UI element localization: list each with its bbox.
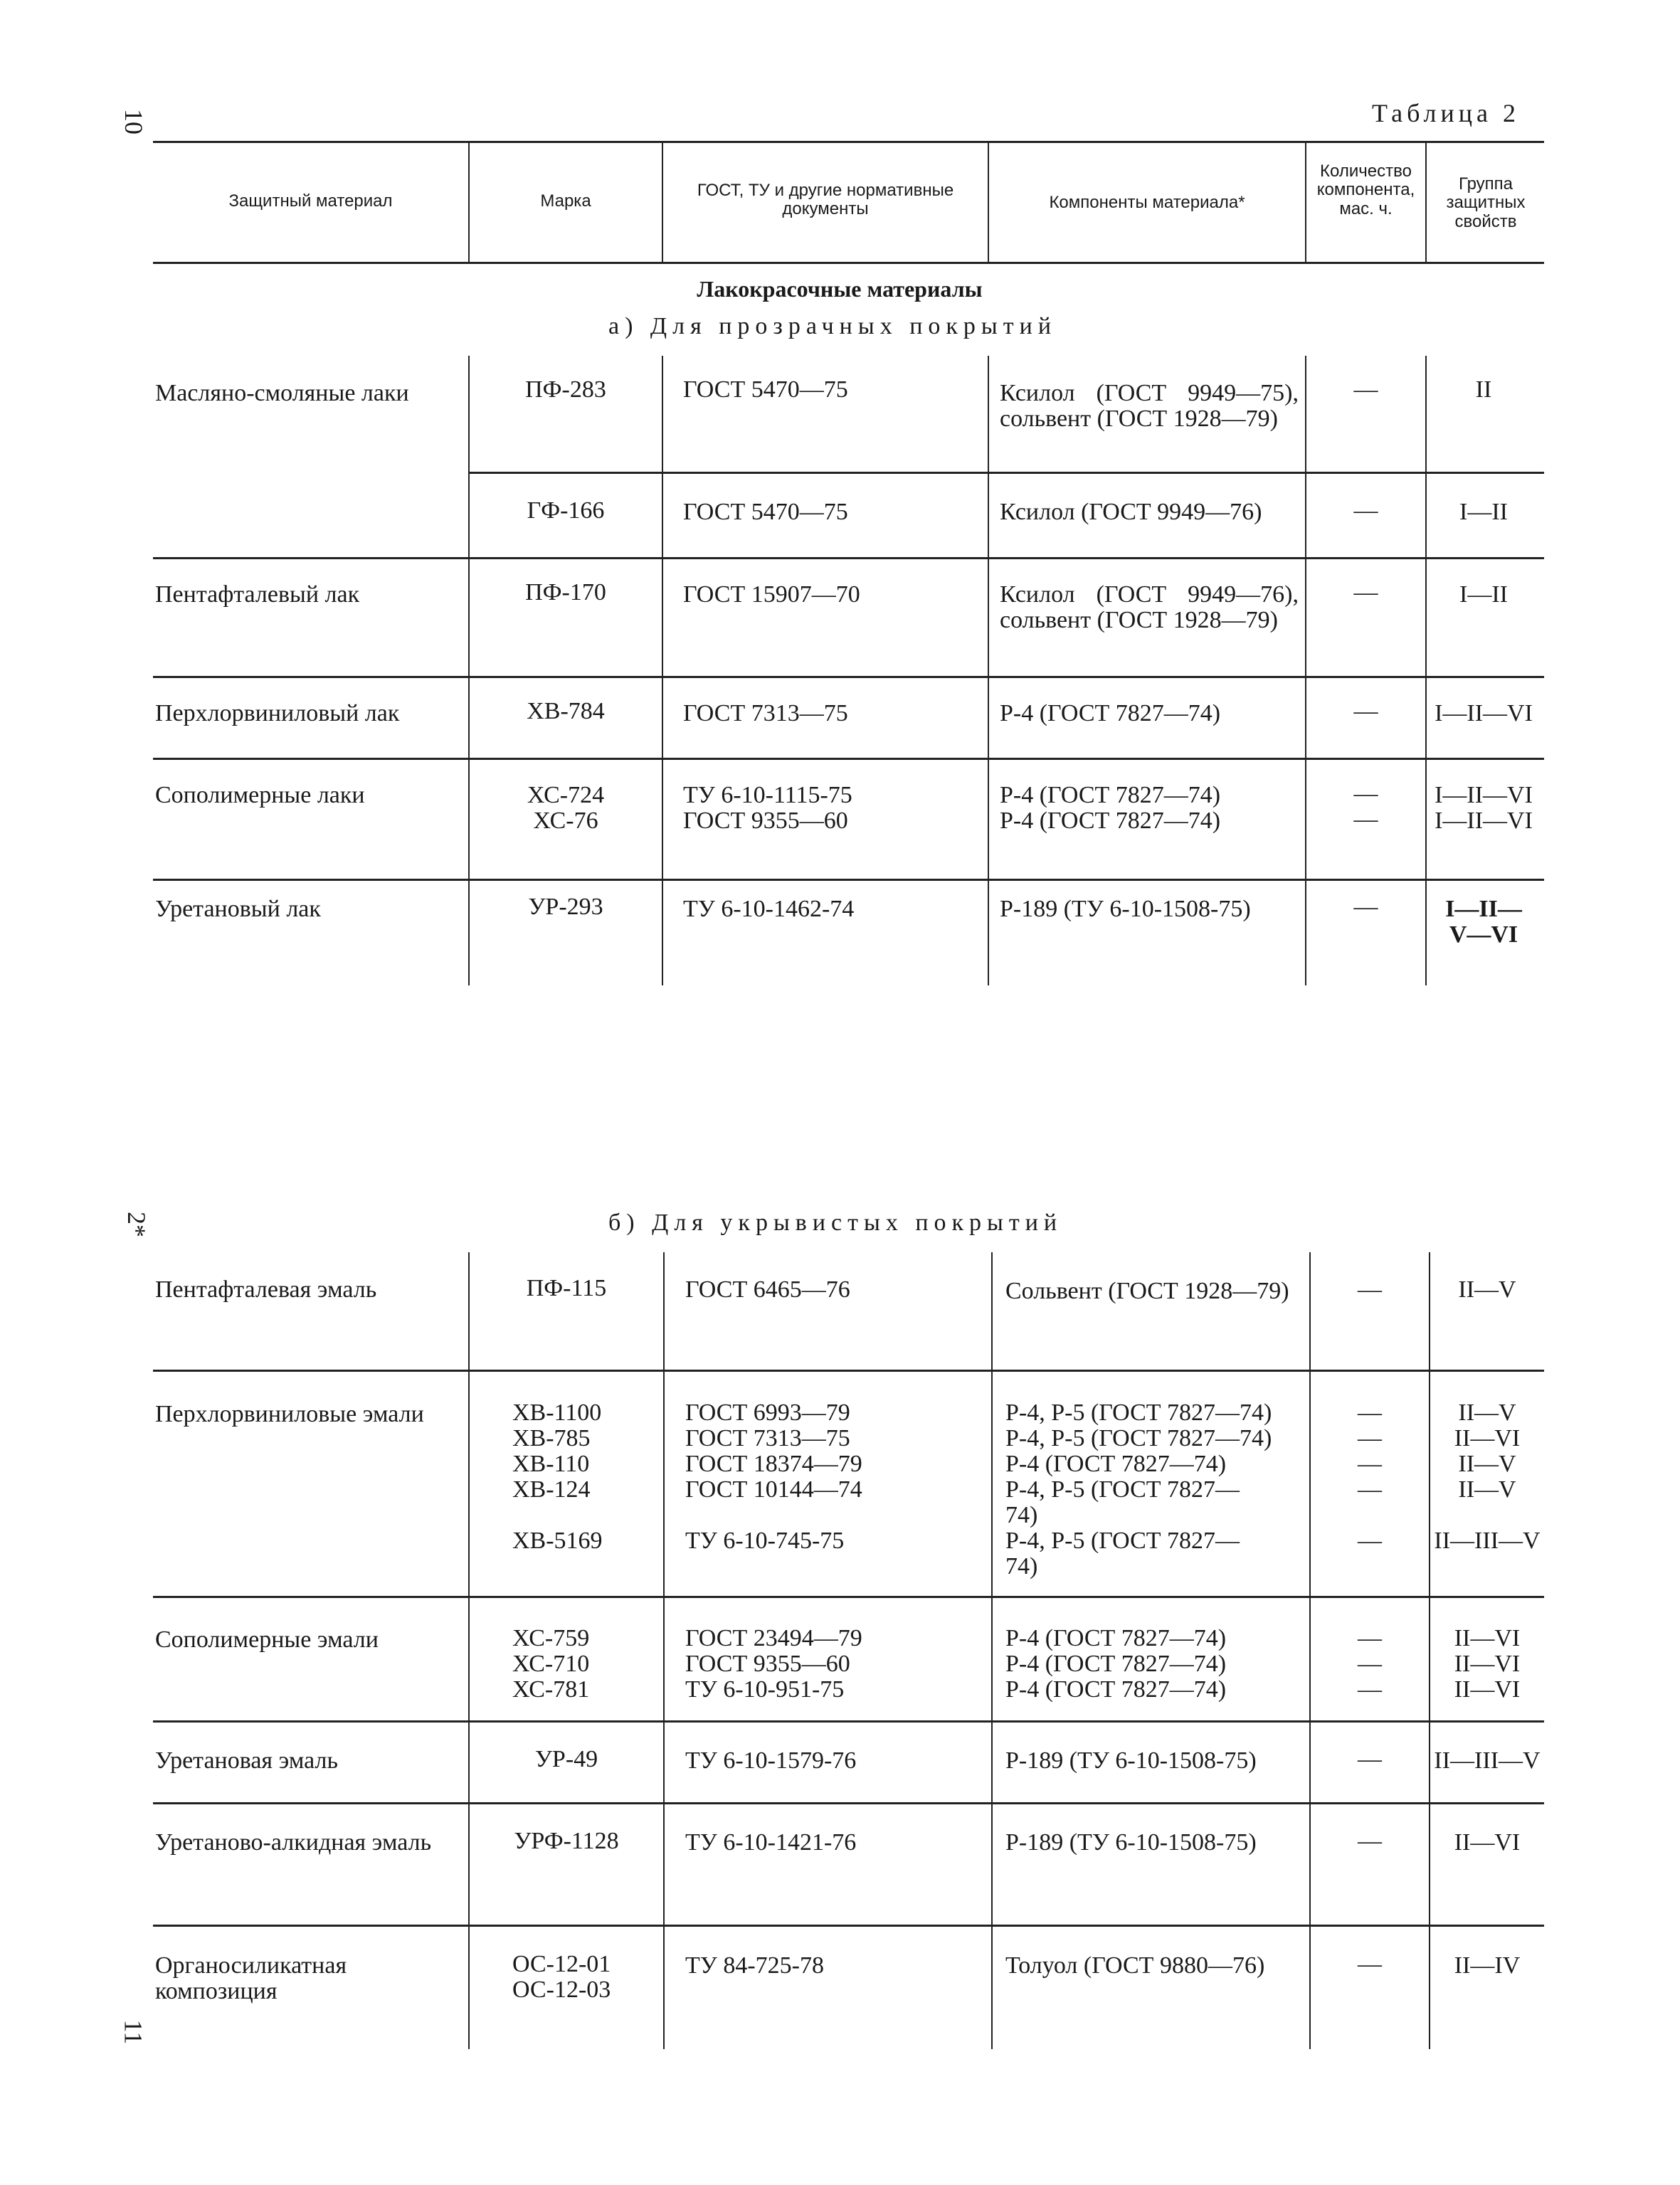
- page-number-bottom: 11: [119, 2019, 148, 2045]
- cell-gost: ГОСТ 15907—70: [683, 581, 860, 608]
- cell-components: Ксилол (ГОСТ 9949—75), сольвент (ГОСТ 1928—79): [1000, 380, 1299, 432]
- cell-group: I—II—VI I—II—VI: [1435, 782, 1533, 834]
- cell-qty: —: [1353, 376, 1378, 403]
- page-number-mid: 2*: [122, 1212, 151, 1237]
- cell-mark: ПФ-115: [526, 1275, 607, 1301]
- cell-qty: —: [1353, 579, 1378, 605]
- cell-components: Сольвент (ГОСТ 1928—79): [1005, 1278, 1289, 1304]
- cell-material: Уретаново-алкидная эмаль: [155, 1829, 432, 1856]
- cell-qty: — —: [1353, 781, 1378, 832]
- cell-group: II—V: [1458, 1276, 1516, 1303]
- header-divider: [662, 142, 663, 262]
- header-gost: ГОСТ, ТУ и другие нормативные документы: [697, 181, 954, 219]
- row-rule: [153, 1802, 1544, 1804]
- header-mark: Марка: [540, 191, 591, 211]
- cell-material: Сополимерные эмали: [155, 1626, 379, 1653]
- col-divider: [1425, 356, 1427, 985]
- cell-components: Р-189 (ТУ 6-10-1508-75): [1005, 1829, 1257, 1856]
- cell-group: II—III—V: [1434, 1747, 1541, 1774]
- cell-mark: ХС-759 ХС-710 ХС-781: [512, 1625, 590, 1703]
- table-label: Таблица 2: [1372, 99, 1520, 127]
- header-bottom-rule: [153, 262, 1544, 264]
- row-rule: [153, 1596, 1544, 1598]
- cell-group: II—VI II—VI II—VI: [1454, 1625, 1521, 1703]
- cell-group: I—II—VI: [1435, 700, 1533, 726]
- cell-components: Р-189 (ТУ 6-10-1508-75): [1005, 1747, 1257, 1774]
- cell-qty: —: [1358, 1828, 1382, 1854]
- cell-group: II: [1475, 376, 1492, 403]
- cell-material: Пентафталевая эмаль: [155, 1276, 377, 1303]
- col-divider: [663, 1252, 665, 2049]
- cell-components: Р-4 (ГОСТ 7827—74) Р-4 (ГОСТ 7827—74): [1000, 782, 1221, 834]
- cell-group: I—II: [1459, 581, 1508, 608]
- row-rule: [153, 557, 1544, 559]
- cell-components: Ксилол (ГОСТ 9949—76), сольвент (ГОСТ 1928—79): [1000, 581, 1299, 633]
- header-material: Защитный материал: [228, 191, 393, 211]
- cell-group: I—II— V—VI: [1445, 896, 1522, 948]
- cell-gost: ТУ 6-10-1115-75 ГОСТ 9355—60: [683, 782, 852, 834]
- cell-group: II—VI: [1454, 1829, 1521, 1856]
- cell-qty: — — —: [1358, 1625, 1382, 1703]
- cell-mark: УР-49: [534, 1746, 598, 1772]
- cell-qty: —: [1358, 1276, 1382, 1303]
- col-divider: [468, 356, 470, 985]
- header-group: Группа защитных свойств: [1446, 174, 1526, 231]
- cell-gost: ГОСТ 6993—79 ГОСТ 7313—75 ГОСТ 18374—79 ГОСТ 10144—74 ТУ 6-10-745-75: [685, 1400, 862, 1554]
- cell-qty: — — — — —: [1358, 1400, 1382, 1554]
- cell-qty: —: [1353, 894, 1378, 920]
- cell-mark: ХС-724 ХС-76: [527, 782, 605, 834]
- col-divider: [468, 1252, 470, 2049]
- cell-mark: ХВ-1100 ХВ-785 ХВ-110 ХВ-124 ХВ-5169: [512, 1400, 603, 1554]
- row-rule: [470, 472, 1544, 474]
- cell-material: Перхлорвиниловый лак: [155, 700, 400, 726]
- cell-gost: ТУ 6-10-1462-74: [683, 896, 855, 922]
- cell-components: Ксилол (ГОСТ 9949—76): [1000, 499, 1262, 525]
- cell-material: Органосиликатная композиция: [155, 1952, 347, 2004]
- cell-components: Р-4, Р-5 (ГОСТ 7827—74) Р-4, Р-5 (ГОСТ 7827—74) Р-4 (ГОСТ 7827—74) Р-4, Р-5 (ГОСТ 7827— 74) Р-4, Р-5 (ГОСТ 7827— 74): [1005, 1400, 1272, 1580]
- row-rule: [153, 1925, 1544, 1927]
- cell-qty: —: [1358, 1746, 1382, 1772]
- cell-mark: ХВ-784: [527, 698, 605, 724]
- cell-group: I—II: [1459, 499, 1508, 525]
- cell-gost: ГОСТ 23494—79 ГОСТ 9355—60 ТУ 6-10-951-75: [685, 1625, 862, 1703]
- header-components: Компоненты материала*: [1049, 193, 1245, 212]
- cell-gost: ТУ 6-10-1421-76: [685, 1829, 857, 1856]
- cell-gost: ТУ 6-10-1579-76: [685, 1747, 857, 1774]
- cell-mark: ПФ-283: [525, 376, 606, 403]
- cell-gost: ТУ 84-725-78: [685, 1952, 824, 1979]
- row-rule: [153, 1720, 1544, 1723]
- cell-qty: —: [1358, 1951, 1382, 1977]
- row-rule: [153, 1370, 1544, 1372]
- cell-components: Р-4 (ГОСТ 7827—74) Р-4 (ГОСТ 7827—74) Р-4 (ГОСТ 7827—74): [1005, 1625, 1227, 1703]
- cell-qty: —: [1353, 497, 1378, 524]
- cell-material: Пентафталевый лак: [155, 581, 360, 608]
- header-quantity: Количество компонента, мас. ч.: [1316, 162, 1415, 218]
- cell-gost: ГОСТ 6465—76: [685, 1276, 850, 1303]
- col-divider: [1305, 356, 1306, 985]
- cell-components: Р-4 (ГОСТ 7827—74): [1000, 700, 1221, 726]
- cell-material: Уретановая эмаль: [155, 1747, 339, 1774]
- page-number-top: 10: [120, 109, 148, 134]
- section-b-title: б) Для укрывистых покрытий: [608, 1210, 1063, 1236]
- row-rule: [153, 879, 1544, 881]
- cell-gost: ГОСТ 7313—75: [683, 700, 848, 726]
- row-rule: [153, 758, 1544, 760]
- section-main-title: Лакокрасочные материалы: [697, 276, 983, 302]
- col-divider: [1429, 1252, 1430, 2049]
- cell-gost: ГОСТ 5470—75: [683, 376, 848, 403]
- cell-material: Перхлорвиниловые эмали: [155, 1401, 424, 1427]
- cell-material: Сополимерные лаки: [155, 782, 365, 808]
- cell-mark: ОС-12-01 ОС-12-03: [512, 1951, 611, 2003]
- cell-mark: УРФ-1128: [514, 1828, 619, 1854]
- cell-components: Р-189 (ТУ 6-10-1508-75): [1000, 896, 1251, 922]
- col-divider: [991, 1252, 993, 2049]
- cell-qty: —: [1353, 698, 1378, 724]
- cell-mark: УР-293: [528, 894, 603, 920]
- cell-mark: ПФ-170: [525, 579, 606, 605]
- row-rule: [153, 676, 1544, 678]
- cell-material: Уретановый лак: [155, 896, 321, 922]
- cell-material: Масляно-смоляные лаки: [155, 380, 409, 406]
- section-a-title: а) Для прозрачных покрытий: [608, 313, 1057, 339]
- header-divider: [1425, 142, 1427, 262]
- col-divider: [988, 356, 989, 985]
- cell-group: II—V II—VI II—V II—V II—III—V: [1434, 1400, 1541, 1554]
- header-top-rule: [153, 141, 1544, 143]
- col-divider: [662, 356, 663, 985]
- cell-components: Толуол (ГОСТ 9880—76): [1005, 1952, 1265, 1979]
- cell-mark: ГФ-166: [527, 497, 605, 524]
- cell-gost: ГОСТ 5470—75: [683, 499, 848, 525]
- cell-group: II—IV: [1454, 1952, 1521, 1979]
